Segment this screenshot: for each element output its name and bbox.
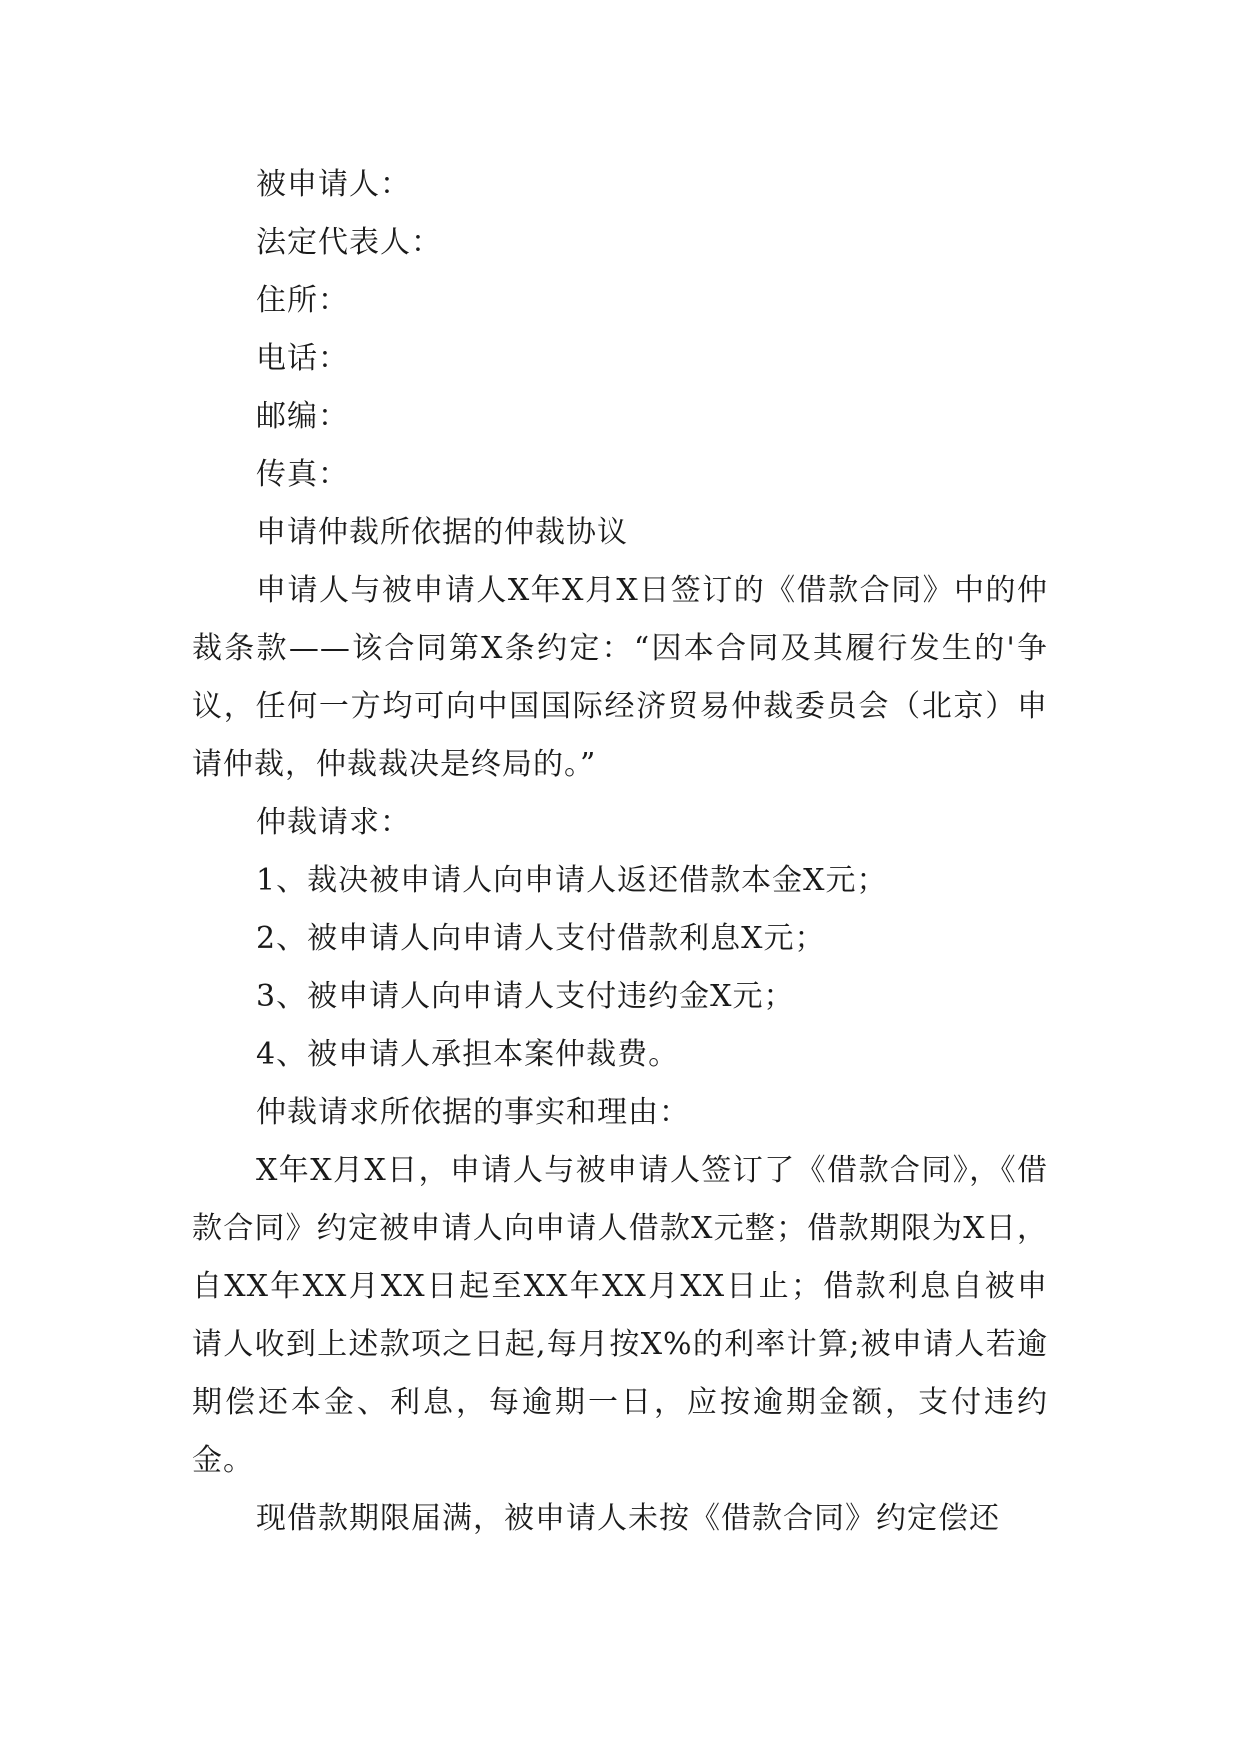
fax-label: 传真： bbox=[256, 457, 349, 492]
document-body bbox=[192, 156, 1048, 1548]
claim-item: 3、被申请人向申请人支付违约金X元； bbox=[256, 979, 795, 1014]
phone-label: 电话： bbox=[256, 341, 349, 376]
claims-heading: 仲裁请求： bbox=[256, 805, 411, 840]
claim-item: 4、被申请人承担本案仲裁费。 bbox=[256, 1037, 680, 1072]
postcode-label: 邮编： bbox=[256, 399, 349, 434]
facts-paragraph: X年X月X日，申请人与被申请人签订了《借款合同》，《借款合同》约定被申请人向申请人借款X元整；借款期限为X日，自XX年XX月XX日起至XX年XX月XX日止；借款利息自被申请人收到上述款项之日起,每月按X%的利率计算;被申请人若逾期偿还本金、利息，每逾期一日，应按逾期金额，支付违约金。 bbox=[192, 1153, 1048, 1478]
claim-item: 1、裁决被申请人向申请人返还借款本金X元； bbox=[256, 863, 888, 898]
arbitration-agreement-text: 申请人与被申请人X年X月X日签订的《借款合同》中的仲裁条款——该合同第X条约定：“因本合同及其履行发生的'争议，任何一方均可向中国国际经济贸易仲裁委员会（北京）申请仲裁，仲裁裁决是终局的。” bbox=[192, 573, 1048, 782]
claim-item: 2、被申请人向申请人支付借款利息X元； bbox=[256, 921, 826, 956]
facts-heading: 仲裁请求所依据的事实和理由： bbox=[256, 1095, 690, 1130]
respondent-label: 被申请人： bbox=[256, 167, 411, 202]
legal-representative-label: 法定代表人： bbox=[256, 225, 442, 260]
address-label: 住所： bbox=[256, 283, 349, 318]
facts-paragraph: 现借款期限届满，被申请人未按《借款合同》约定偿还 bbox=[256, 1501, 1000, 1536]
arbitration-agreement-heading: 申请仲裁所依据的仲裁协议 bbox=[256, 515, 628, 550]
